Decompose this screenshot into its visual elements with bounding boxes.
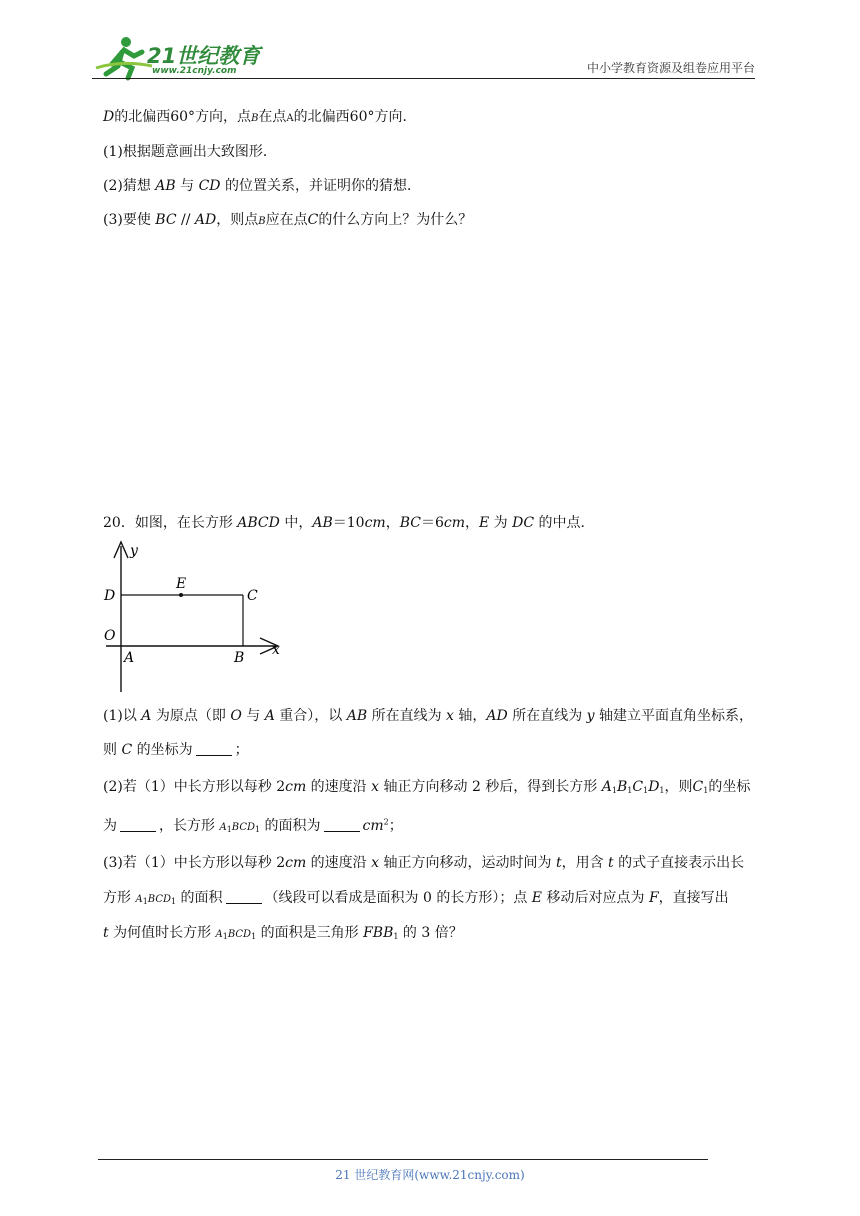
text-span: cm (285, 779, 307, 795)
answer-blank[interactable] (226, 889, 262, 904)
text-span: 为原点（即 (151, 708, 231, 724)
superscript: 2 (383, 817, 389, 827)
subscript: 1 (254, 825, 261, 834)
text-span: x (371, 855, 380, 871)
text-span: cm (364, 515, 386, 531)
subscript: 1 (170, 897, 177, 906)
text-span: 所在直线为 (367, 708, 447, 724)
text-span: ，直接写出 (658, 890, 729, 906)
header-divider (92, 78, 755, 79)
answer-blank[interactable] (120, 817, 156, 832)
subscript: 1 (222, 932, 228, 941)
text-span: DC (512, 515, 535, 531)
text-span: 与 (175, 178, 199, 194)
q20-part1-line2 (103, 739, 249, 759)
text-span: (3)若（1）中长方形以每秒 2 (103, 855, 286, 871)
text-span: ＝6 (420, 515, 444, 531)
text-span: ，长方形 (159, 818, 220, 834)
text-span: cm (362, 818, 384, 834)
answer-blank[interactable] (324, 817, 360, 832)
subscript: 1 (643, 786, 649, 795)
subscript: 1 (142, 897, 148, 906)
subscript: 1 (393, 932, 399, 941)
text-span: ， (465, 515, 479, 531)
q19-part2 (103, 175, 421, 195)
text-span: BCD (231, 822, 255, 833)
text-span: C (692, 779, 704, 795)
label-o: O (104, 628, 116, 644)
text-span: AD (486, 708, 508, 724)
text-span: (3)要使 (103, 212, 156, 228)
subscript: 1 (659, 786, 665, 795)
label-e: E (176, 576, 187, 592)
q20-part2-line2 (103, 815, 403, 835)
logo-url-text: www.21cnjy.com (152, 66, 237, 76)
text-span: 的坐标为 (132, 742, 193, 758)
answer-blank[interactable] (196, 741, 232, 756)
text-span: 轴， (453, 708, 487, 724)
text-span: 方向． (374, 109, 417, 125)
text-span: ， (385, 515, 400, 531)
text-span: t (608, 855, 614, 871)
text-span: BC (155, 212, 177, 228)
text-span: A (135, 894, 143, 905)
text-span: 的北偏西 (114, 109, 171, 125)
text-span: 为 (489, 515, 513, 531)
text-span: 的中点． (534, 515, 595, 531)
header-platform-text: 中小学教育资源及组卷应用平台 (586, 61, 755, 75)
text-span: B (616, 779, 628, 795)
text-span: ＝10 (332, 515, 365, 531)
text-span: C (307, 212, 319, 228)
text-span: D (103, 109, 115, 125)
label-b: B (234, 650, 245, 666)
q20-intro (103, 512, 595, 532)
text-span: 轴正方向移动 2 秒后，得到长方形 (379, 779, 602, 795)
text-span: AB (155, 178, 176, 194)
text-span: 与 (241, 708, 265, 724)
q19-part3 (103, 209, 472, 229)
subscript: 1 (611, 786, 617, 795)
text-span: B (251, 113, 259, 124)
q20-part2-line1 (103, 776, 750, 796)
site-logo (92, 34, 262, 82)
text-span: 的速度沿 (306, 779, 372, 795)
text-span: BC (399, 515, 421, 531)
text-span: 中， (279, 515, 313, 531)
text-span: AB (346, 708, 368, 724)
q20-part3-line2 (103, 887, 729, 907)
text-span: ，则 (664, 779, 693, 795)
text-span: BCD (147, 894, 171, 905)
text-span: 为何值时长方形 (108, 925, 216, 941)
text-span: FBB (363, 925, 394, 941)
text-span: 移动后对应点为 (542, 890, 649, 906)
logo-text: 21世纪教育 (147, 44, 261, 68)
text-span: x (371, 779, 380, 795)
label-c: C (247, 588, 258, 604)
text-span: A (141, 708, 152, 724)
text-span: 重合），以 (274, 708, 347, 724)
text-span: ； (234, 742, 249, 758)
text-span: （线段可以看成是面积为 0 的长方形）；点 (264, 890, 532, 906)
subscript: 1 (251, 932, 257, 941)
label-d: D (104, 588, 116, 604)
text-span: 60° (349, 109, 375, 125)
text-span: A (264, 708, 275, 724)
text-span: (2)猜想 (103, 178, 156, 194)
text-span: 应在点 (265, 212, 308, 228)
q19-continuation-line (103, 106, 416, 126)
text-span: 20．如图，在长方形 (103, 515, 238, 531)
text-span: CD (198, 178, 221, 194)
q20-part3-line1 (103, 852, 744, 872)
text-span: cm (443, 515, 465, 531)
label-y: y (130, 543, 138, 559)
text-span: 的坐标 (708, 779, 751, 795)
text-span: ，则点 (216, 212, 259, 228)
text-span: 轴正方向移动，运动时间为 (379, 855, 556, 871)
text-span: 的面积是三角形 (256, 925, 364, 941)
text-span: F (648, 890, 659, 906)
q20-part1-line1 (103, 705, 753, 725)
text-span: cm (285, 855, 307, 871)
text-span: 为 (103, 818, 117, 834)
text-span: 轴建立平面直角坐标系， (594, 708, 754, 724)
text-span: y (586, 708, 595, 724)
text-span: E (479, 515, 490, 531)
footer-divider (98, 1159, 708, 1160)
text-span: t (103, 925, 109, 941)
text-span: (1)以 (103, 708, 142, 724)
subscript: 1 (627, 786, 633, 795)
text-span: BCD (227, 929, 252, 940)
rectangle-coordinate-figure (100, 538, 290, 694)
text-span: AD (194, 212, 217, 228)
text-span: ； (388, 818, 403, 834)
text-span: A (215, 929, 223, 940)
text-span: A (219, 822, 227, 833)
label-x: x (272, 642, 280, 658)
subscript: 1 (226, 825, 232, 834)
text-span: (2)若（1）中长方形以每秒 2 (103, 779, 286, 795)
text-span: 的速度沿 (306, 855, 372, 871)
text-span: O (230, 708, 242, 724)
label-a: A (124, 650, 135, 666)
text-span: A (286, 113, 294, 124)
text-span: 方形 (103, 890, 136, 906)
text-span: 方向，点 (195, 109, 252, 125)
q20-part3-line3 (103, 922, 463, 942)
footer-link[interactable]: 21 世纪教育网(www.21cnjy.com) (335, 1168, 525, 1182)
text-span: A (601, 779, 612, 795)
subscript: 1 (703, 786, 709, 795)
text-span: 在点 (258, 109, 287, 125)
q19-part1: (1)根据题意画出大致图形． (103, 144, 277, 160)
text-span: ABCD (237, 515, 280, 531)
text-span: 的面积为 (260, 818, 321, 834)
text-span: 则 (103, 742, 122, 758)
text-span: C (121, 742, 133, 758)
text-span: B (258, 216, 266, 227)
text-span: x (446, 708, 454, 724)
text-span: 的什么方向上？为什么？ (318, 212, 473, 228)
point-e-dot (179, 593, 183, 597)
text-span: D (648, 779, 660, 795)
text-span: 的面积 (176, 890, 223, 906)
text-span: 所在直线为 (507, 708, 587, 724)
text-span: 的北偏西 (293, 109, 350, 125)
text-span: 的位置关系，并证明你的猜想． (220, 178, 421, 194)
text-span: C (632, 779, 644, 795)
text-span: 的 3 倍？ (398, 925, 463, 941)
text-span: 60° (170, 109, 196, 125)
text-span: E (531, 890, 543, 906)
text-span: AB (312, 515, 333, 531)
text-span: // (176, 212, 195, 228)
text-span: t (555, 855, 562, 871)
text-span: ，用含 (561, 855, 609, 871)
text-span: 的式子直接表示出长 (613, 855, 745, 871)
